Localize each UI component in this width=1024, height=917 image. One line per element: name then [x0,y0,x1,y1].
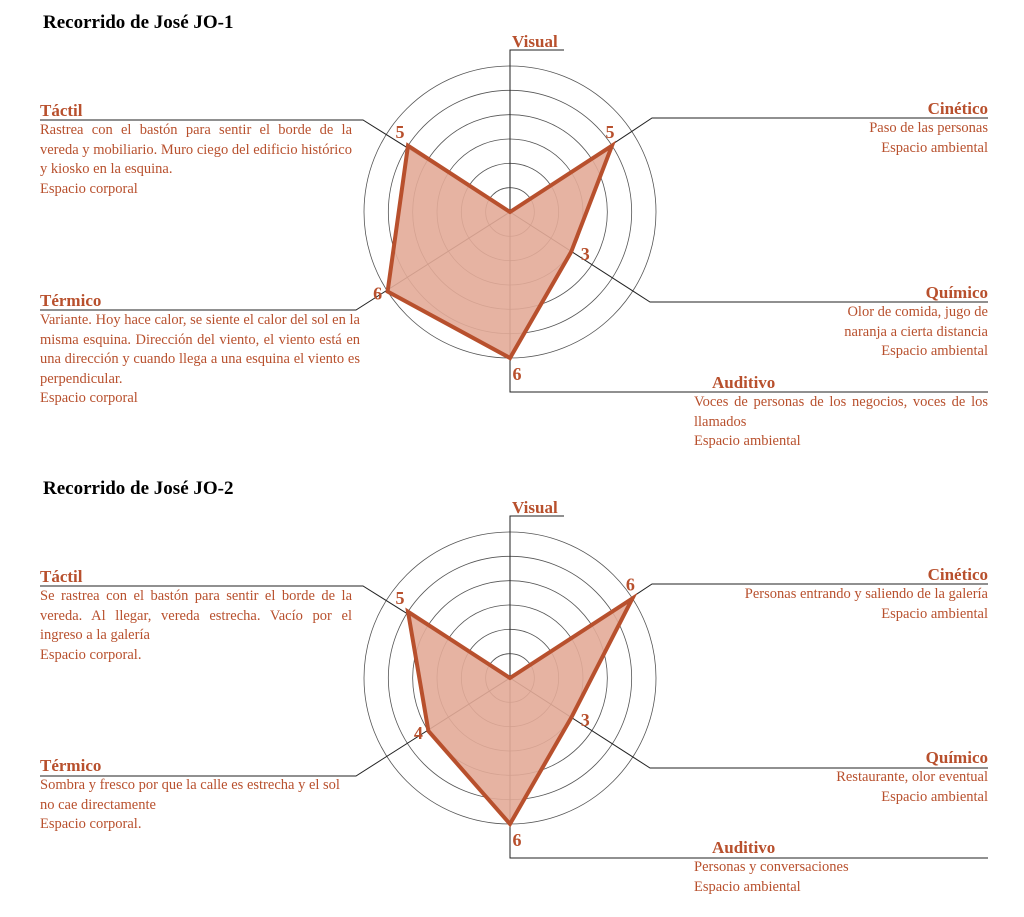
annotation-text: Olor de comida, jugo de naranja a cierta distancia [844,304,988,340]
value-label-térmico: 4 [413,723,423,744]
annotation-space: Espacio ambiental [881,605,988,622]
annotation-tactil [40,101,352,199]
annotation-text: Variante. Hoy hace calor, se siente el calor del sol en la misma esquina. Dirección del viento, el viento está en una dirección y cuando llega a una esquina el viento es perpendicular. [40,312,360,387]
value-label-auditivo: 6 [512,364,522,385]
value-label-táctil: 5 [395,121,405,142]
axis-label-visual: Visual [512,498,558,517]
data-polygon [388,146,612,358]
annotation-space: Espacio ambiental [881,139,988,156]
annotation-auditivo [694,838,988,897]
value-label-táctil: 5 [395,587,405,608]
data-polygon [408,599,632,825]
annotation-space: Espacio ambiental [694,433,801,449]
axis-label-auditivo: Auditivo [712,838,776,857]
annotation-space: Espacio corporal. [40,816,142,832]
axis-label-tactil: Táctil [40,101,83,120]
value-label-cinético: 5 [605,121,615,142]
annotation-text: Personas y conversaciones [694,859,849,875]
chart-title: Recorrido de José JO-1 [43,12,234,33]
axis-label-quimico: Químico [925,748,988,767]
annotation-text: Personas entrando y saliendo de la galería [744,586,988,602]
axis-label-visual: Visual [512,32,558,51]
annotation-termico [40,291,360,409]
annotation-tactil [40,567,352,665]
annotation-space: Espacio ambiental [694,878,801,895]
annotation-space: Espacio corporal [40,180,138,197]
axis-label-auditivo: Auditivo [712,373,776,392]
value-label-químico: 3 [580,709,590,730]
value-label-cinético: 6 [625,574,635,595]
radar-panel-2 [0,466,1024,917]
value-label-auditivo: 6 [512,830,522,851]
value-label-térmico: 6 [373,283,383,304]
annotation-text: Rastrea con el bastón para sentir el borde de la vereda y mobiliario. Muro ciego del edificio histórico y kiosko en la esquina. [40,122,352,177]
annotation-auditivo [694,373,988,452]
annotation-text: Voces de personas de los negocios, voces de los llamados [694,394,988,430]
annotation-cinetico [780,99,988,158]
value-label-químico: 3 [580,243,590,264]
radar-panel-1 [0,0,1024,451]
chart-title: Recorrido de José JO-2 [43,478,234,499]
annotation-space: Espacio ambiental [881,788,988,805]
axis-label-cinetico: Cinético [927,99,988,118]
annotation-text: Paso de las personas [869,120,988,136]
annotation-cinetico [690,565,988,624]
axis-label-cinetico: Cinético [927,565,988,584]
axis-label-termico: Térmico [40,756,102,775]
annotation-space: Espacio corporal [40,390,138,406]
annotation-space: Espacio ambiental [881,343,988,359]
axis-label-tactil: Táctil [40,567,83,586]
annotation-text: Sombra y fresco por que la calle es estrecha y el sol no cae directamente [40,777,340,813]
axis-label-termico: Térmico [40,291,102,310]
annotation-text: Restaurante, olor eventual [836,769,988,785]
annotation-termico [40,756,352,835]
annotation-text: Se rastrea con el bastón para sentir el borde de la vereda. Al llegar, vereda estrecha. Vacío por el ingreso a la galería [40,588,352,643]
annotation-space: Espacio corporal. [40,646,142,663]
annotation-quimico [810,283,988,362]
axis-label-quimico: Químico [925,283,988,302]
annotation-quimico [800,748,988,807]
